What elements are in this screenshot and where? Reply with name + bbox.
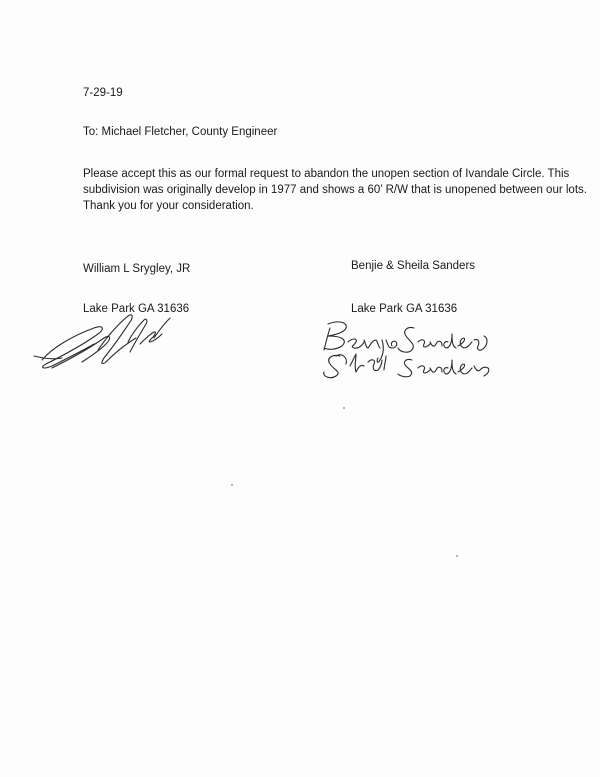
recipient-line: To: Michael Fletcher, County Engineer xyxy=(83,126,278,138)
paper-speck xyxy=(343,407,345,409)
left-handwritten-signature xyxy=(32,298,182,380)
letter-body-line: Thank you for your consideration. xyxy=(83,200,254,212)
paper-speck xyxy=(456,555,458,557)
left-signer-name: William L Srygley, JR xyxy=(83,263,191,275)
paper-speck xyxy=(231,484,233,486)
letter-body-line: Please accept this as our formal request to abandon the unopen section of Ivandale Circle. This xyxy=(83,168,570,180)
letter-body xyxy=(83,166,587,214)
letter-body-line: subdivision was originally develop in 1977 and shows a 60’ R/W that is unopened between our lots. xyxy=(83,184,587,196)
right-handwritten-signature xyxy=(318,318,493,380)
letter-date: 7-29-19 xyxy=(83,87,123,99)
right-signer-name: Benjie & Sheila Sanders xyxy=(351,260,476,272)
right-signer-address: Lake Park GA 31636 xyxy=(351,303,458,315)
left-signer-address: Lake Park GA 31636 xyxy=(83,303,190,315)
